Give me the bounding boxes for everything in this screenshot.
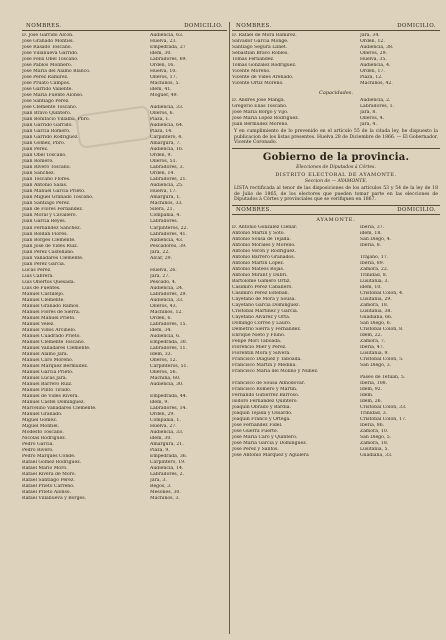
- elector-address: Olleros, 29.: [360, 51, 387, 57]
- elector-address: Empedrada, 30.: [150, 339, 188, 345]
- elector-name: Pedro García.: [22, 442, 54, 448]
- elector-address: Lusitania, 29.: [360, 296, 392, 302]
- elector-name: José Félix Obel Toscano.: [22, 57, 79, 63]
- elector-name: Juan Moral y Cavallero.: [22, 213, 77, 219]
- elector-name: Manuel Flores de Sierra.: [22, 309, 81, 315]
- elector-address: Huelva, 17.: [150, 189, 177, 195]
- elector-name: José María del Alamo Blanco.: [22, 69, 91, 75]
- elector-name: Salvador García Monge.: [232, 39, 289, 45]
- elector-address: Regos, 3.: [150, 484, 172, 490]
- elector-address: Labradores, 41.: [150, 231, 187, 237]
- elector-address: Amargura, 7.: [150, 141, 181, 147]
- elector-name: Luis de Fuentes.: [22, 285, 61, 291]
- left-elector-list: [22, 33, 227, 502]
- elector-name: Tomás Gonzalez Rodríguez.: [232, 63, 297, 69]
- elector-name: Juan Gomez, Pbro.: [22, 141, 66, 147]
- elector-name: Miguel Gómez.: [22, 418, 58, 423]
- elector-name: Cayetano de Mora y Sousa.: [232, 296, 296, 302]
- elector-name: Vicente Ortiz Moreno.: [232, 81, 284, 87]
- elector-name: José Santiago Pérez.: [22, 99, 70, 105]
- elector-name: José Clemente Toscano.: [22, 105, 78, 111]
- elector-name: D. Andrés José Manga.: [232, 98, 286, 104]
- elector-name: Juan Valladares Clemente.: [22, 255, 84, 261]
- elector-address: Lusitania, 38.: [360, 309, 392, 314]
- elector-address: Orden, 29.: [150, 411, 175, 417]
- elector-name: D. Antonio Gonzalez Cienar.: [232, 224, 298, 230]
- elector-address: Empedrada, 36.: [150, 454, 188, 460]
- elector-name: Juan Garrido Rodríguez.: [22, 135, 79, 141]
- elector-name: José Fernandez Fidel.: [232, 423, 283, 429]
- elector-name: Bartolomé Gamero Ortiz.: [232, 278, 291, 284]
- elector-address: Labradores, 29.: [150, 291, 187, 297]
- elector-name: Felipe Mori Taboada.: [232, 339, 282, 345]
- elector-address: Zamora, 18.: [360, 302, 389, 308]
- decree-paragraph: Y en cumplimiento de lo prevenido en el artículo 55 de la citada ley, he dispuesto la publicacion de los listas presentes. Huelva 28 de Diciembre de 1866. — El Gobernador, Vicente Coronado.: [234, 129, 438, 146]
- elector-address: Orden, 12.: [360, 39, 385, 45]
- elector-name: Sebastian Bravo Robles.: [232, 51, 289, 57]
- elector-address: San Diego, 5.: [360, 435, 392, 441]
- elector-name: Manuel Vidos Arcinelo.: [22, 327, 77, 333]
- elector-name: Juan José de Vides Ruiz.: [22, 243, 79, 249]
- elector-name: José Garrido Valiente.: [22, 87, 73, 93]
- elector-address: Audiencia, 38.: [360, 45, 394, 51]
- elector-name: Vicente Moreno.: [232, 69, 271, 75]
- elector-address: Compañía, 4.: [150, 213, 181, 219]
- elector-name: Cayetano Alvarez y Orta.: [232, 315, 291, 321]
- gazette-page: [22, 22, 440, 634]
- elector-name: Marcelino Valladares Clemente.: [22, 405, 97, 411]
- elector-name: Fernando Gutierrez Barroso.: [232, 393, 300, 399]
- elector-address: Labradores, 69.: [150, 57, 187, 63]
- elector-address: Olleros, 6.: [150, 111, 175, 117]
- elector-address: Empedrada, 27: [150, 45, 186, 51]
- elector-address: Guadiana, 66.: [360, 315, 393, 321]
- elector-name: Antonio Sousa de Tejada.: [232, 236, 291, 242]
- column-divider: [229, 22, 230, 634]
- elector-name: Juan Manuel García Prieto.: [22, 189, 86, 195]
- list-item: [232, 122, 440, 128]
- right-header-domicilio: DOMICILIO.: [397, 23, 436, 29]
- elector-name: Pedro Rivero.: [22, 448, 54, 454]
- capacidades-title: Capacidades.: [319, 90, 353, 97]
- elector-address: Audiencia, 16.: [150, 147, 184, 153]
- elector-name: Cristóbal Martínez y García.: [232, 309, 299, 314]
- elector-name: Juan Toscano Flores.: [22, 177, 71, 183]
- elector-address: Audiencia, 14.: [150, 466, 184, 472]
- elector-address: Audiencia, 6.: [150, 333, 181, 339]
- elector-address: Labradores, 2.: [150, 472, 184, 478]
- elector-name: José Pruato Campos.: [22, 81, 71, 87]
- elector-address: Orden, 16.: [150, 63, 175, 69]
- elector-name: José Pablos Molinero.: [22, 63, 73, 69]
- elector-name: Juan Bonifacio Villalba, Pbro.: [22, 117, 91, 123]
- elector-address: Iberia, 89.: [360, 260, 385, 266]
- elector-name: Manuel Castillejo.: [22, 291, 65, 297]
- elector-address: San Diego, 4.: [360, 236, 392, 242]
- elector-address: Plaza, 9.: [150, 448, 170, 454]
- elector-name: Manuel Caro Moreno.: [22, 357, 74, 363]
- elector-address: Plaza, 12.: [360, 75, 383, 81]
- elector-name: Miguel Montiel.: [22, 424, 60, 430]
- elector-name: Manuel Marquez Bermúdez.: [22, 363, 89, 369]
- elector-name: Luis Cabrera.: [22, 273, 54, 279]
- elector-name: José Perez Ramírez.: [22, 75, 69, 81]
- elector-address: Audiencia, 25.: [150, 183, 184, 189]
- elector-address: Orden, 14.: [150, 171, 175, 177]
- elector-name: Rafael Gómez Rodríguez.: [22, 460, 82, 466]
- elector-name: Rafael Rivera de Moro.: [22, 472, 76, 478]
- elector-name: Antonio Martin López.: [232, 260, 285, 266]
- left-header: [22, 22, 227, 31]
- elector-name: Juan García Reyes.: [22, 219, 67, 225]
- elector-name: Antonio Barrero Granados.: [232, 254, 296, 260]
- elector-name: Francisco María del Molino y Nuñez.: [232, 369, 319, 375]
- elector-name: Manuel Clemente Toscano.: [22, 339, 86, 345]
- capacidades-list: [232, 98, 440, 128]
- district-title: DISTRITO ELECTORAL DE AYAMONTE.: [275, 172, 397, 178]
- elector-address: Iberia, 8.: [360, 242, 382, 248]
- right-column: [232, 22, 440, 459]
- elector-address: Trajano, 17.: [360, 254, 389, 260]
- ayamonte-elector-list: [232, 225, 440, 460]
- elector-address: idem, 18.: [360, 230, 382, 236]
- elector-address: Amargura, 1.: [150, 195, 181, 201]
- elector-name: Juan Borges Clemente.: [22, 237, 76, 243]
- elector-name: Francisco de Sousa Almodovar.: [232, 381, 305, 387]
- elector-name: Enrique Nieto y Fluño.: [232, 333, 286, 339]
- elector-address: Silera, 21.: [150, 207, 174, 213]
- elector-address: Olleros, 56.: [150, 369, 177, 375]
- elector-name: Antonio Martin y Soto.: [232, 230, 285, 236]
- elector-name: José Granado Montiel.: [22, 39, 75, 45]
- elector-address: Trinidad, 3.: [360, 411, 388, 417]
- elector-address: idem, 41.: [150, 87, 172, 93]
- elector-name: Isidoro Fernandez Quintero.: [232, 399, 298, 405]
- elector-address: Audiencia, 64.: [150, 123, 184, 129]
- elector-address: Idem, 22.: [360, 333, 383, 339]
- elector-address: Orden, 6.: [150, 315, 172, 321]
- elector-address: Jara, 34.: [360, 33, 380, 38]
- elector-name: Pedro Marqués Conde.: [22, 454, 76, 460]
- elector-address: Moguer, 49.: [150, 93, 179, 99]
- elector-name: Cayetano García Domínguez.: [232, 302, 300, 308]
- elector-name: Manuel Granado Ramos.: [22, 303, 80, 309]
- elector-name: Manuel García Prieto.: [22, 369, 74, 375]
- elector-address: Amargura, 21.: [150, 442, 184, 448]
- elector-address: idem, 10.: [360, 284, 382, 290]
- elector-name: Joaquín Franco y Ortega.: [232, 417, 291, 423]
- elector-address: Audiencia, 2.: [360, 98, 391, 104]
- elector-address: Labradores, 1.: [360, 104, 394, 110]
- elector-address: Zamora, 7.: [360, 339, 386, 345]
- elector-address: Audiencia, 30.: [150, 381, 184, 387]
- section-subtitle: Seccion de — AYAMONTE.: [304, 179, 368, 184]
- elector-name: Juan Garrido Garrido.: [22, 123, 73, 129]
- elector-name: Juan Fernández Sánchez.: [22, 225, 81, 231]
- right-elector-list: [232, 33, 440, 87]
- elector-name: Juan Miguel Granado Toscano.: [22, 195, 94, 201]
- elector-name: Antonio Matéos Rojas.: [232, 266, 285, 272]
- elector-address: Machinos, 12.: [150, 309, 183, 315]
- elector-address: Huelva, 26.: [150, 267, 177, 273]
- elector-name: Juan Obel Toscano.: [22, 153, 67, 159]
- elector-name: José Guerra Fuerte.: [232, 429, 279, 435]
- elector-address: Zamora, 22.: [360, 266, 389, 272]
- elector-address: Huelva, 10.: [150, 69, 177, 75]
- elector-address: Jara, 8.: [360, 110, 377, 116]
- elector-name: Manuel Clemente.: [22, 297, 65, 303]
- elector-name: Manuel de Vides Rivera.: [22, 393, 79, 399]
- elector-address: Labradores.: [150, 219, 179, 225]
- elector-address: Mesones, 30.: [150, 490, 181, 496]
- elector-name: José Rasado Toscano.: [22, 45, 72, 51]
- elector-address: Machina, 60.: [150, 375, 181, 381]
- elector-address: Olleros, 17.: [150, 75, 177, 81]
- elector-name: Antonio Morales y Moreno.: [232, 242, 296, 248]
- lista-header-domicilio: DOMICILIO.: [397, 206, 436, 213]
- list-item: [22, 496, 227, 502]
- elector-address: Pescado, 4.: [150, 279, 177, 285]
- elector-name: Juan Romero.: [22, 159, 54, 165]
- elector-name: Gregorio Elias Toscano.: [232, 104, 288, 110]
- elector-name: Francisco Martín y Medina.: [232, 363, 297, 369]
- elector-name: Juan Perez.: [22, 147, 49, 153]
- elector-address: Olleros, 4.: [360, 116, 385, 122]
- elector-name: Manuel Lucas Jara.: [22, 375, 68, 381]
- elector-address: Iberia, 47.: [360, 345, 385, 351]
- lista-paragraph: LISTA rectificada al tenor de las disposiciones de los artículos 53 y 54 de la ley de 18 de Julio de 1865, de los electores que pueden tomar parte en las elecciones de Diputados á Córtes y provinciales que se verifiquen en 1867.: [234, 186, 438, 203]
- elector-address: Huelva, 27.: [150, 424, 177, 430]
- elector-address: Machinos, 33.: [150, 201, 183, 207]
- elector-address: idem, 30.: [150, 436, 172, 442]
- elector-address: Carpinteros, 51.: [150, 363, 188, 369]
- elector-name: Manuel Cuadrado Prieto.: [22, 333, 81, 339]
- elector-name: Domingo Correo y Lauro.: [232, 321, 292, 327]
- elector-address: Audiencia, 33.: [150, 105, 184, 111]
- list-item: [232, 81, 440, 87]
- lista-header: [232, 205, 440, 215]
- town-name: AYAMONTE.: [316, 216, 356, 223]
- elector-name: Manuel Vélez.: [22, 321, 55, 327]
- elector-address: Carpinteros, 22.: [150, 225, 188, 231]
- elector-address: Idem, 92.: [360, 387, 383, 393]
- elector-address: Huelva, 23.: [150, 39, 177, 45]
- elector-address: San Diego, 3.: [360, 363, 392, 369]
- elector-address: Lusitania, 9.: [360, 351, 389, 357]
- elector-name: Francisco Romero y Martín.: [232, 387, 298, 393]
- elector-address: Cristobal Colon, 8.: [360, 327, 404, 333]
- elector-address: Audiencia, 33.: [150, 430, 184, 436]
- elector-name: Casimiro Perez Esteban.: [232, 290, 290, 296]
- elector-name: Rafael Villanueva y Borges.: [22, 496, 87, 502]
- elector-address: Jara, 27.: [150, 273, 170, 279]
- elector-address: Pescadores, 39.: [150, 243, 187, 249]
- elector-name: Demetrio Sierra y Fernandez.: [232, 327, 302, 333]
- elector-address: Cristobal Colon, 17.: [360, 417, 407, 423]
- elector-name: Juan Roldan Flores.: [22, 231, 68, 237]
- elector-name: Joaquín Obrado y Bardia.: [232, 405, 291, 411]
- divider: [232, 148, 440, 149]
- elector-name: D. José Garrido Alcon.: [22, 33, 74, 38]
- elector-address: Audiencia, 63.: [150, 33, 184, 38]
- elector-address: Iberia, 108.: [360, 381, 388, 387]
- elector-address: Carpintero, 19.: [150, 460, 186, 466]
- elections-subtitle: Elecciones de Diputados á Córtes.: [296, 165, 376, 170]
- elector-name: Manuel Valladares Clemente.: [22, 345, 91, 351]
- elector-address: Cristobal Colon, 4.: [360, 290, 404, 296]
- elector-address: Plaza, 1.: [150, 117, 170, 123]
- elector-name: José María García y Domínguez.: [232, 441, 308, 447]
- elector-name: José Villanueva Garrido.: [22, 51, 79, 57]
- elector-address: Audiencia, 4.: [360, 63, 391, 69]
- elector-address: Lusitania, 5.: [360, 447, 389, 453]
- elector-address: Idem, 33.: [150, 351, 173, 357]
- elector-name: Juan Bravo Quintero.: [22, 111, 72, 117]
- elector-name: Rafael Prieto Alonso.: [22, 490, 71, 496]
- elector-address: Jara, 3.: [150, 478, 167, 484]
- elector-name: Juan Bermúdez Moreno.: [232, 122, 289, 128]
- elector-address: Alcar, 29.: [150, 255, 173, 261]
- elector-address: San Diego, 6.: [360, 321, 392, 327]
- right-header: [232, 22, 440, 31]
- lista-header-nombres: NOMBRES.: [236, 206, 272, 213]
- elector-name: José María Lopez Rodríguez.: [232, 116, 300, 122]
- left-header-domicilio: DOMICILIO.: [184, 23, 223, 29]
- elector-name: Manuel Alamo Jara.: [22, 351, 69, 357]
- elector-address: idem, 9.: [150, 399, 169, 405]
- elector-address: Olleros, 43.: [150, 303, 177, 309]
- elector-address: Audiencia, 24.: [150, 285, 184, 291]
- elector-name: Juan Rivero Toscano.: [22, 165, 71, 171]
- elector-address: Orden, 17.: [360, 69, 385, 75]
- elector-address: Paseo de Tetuan, 5.: [360, 375, 406, 381]
- elector-name: José María Borgo y Vijo.: [232, 110, 289, 116]
- elector-name: Casimiro Perez Caballero.: [232, 284, 293, 290]
- elector-address: idem, 30.: [150, 51, 172, 57]
- elector-address: Audiencia, 33.: [150, 297, 184, 303]
- elector-name: Tomás Fernández.: [232, 57, 275, 63]
- list-item: [232, 453, 440, 459]
- section-heading: Gobierno de la provincia.: [262, 152, 410, 163]
- elector-name: Lucas Pérez.: [22, 267, 52, 273]
- elector-name: Nicolas Rodriguez.: [22, 436, 67, 442]
- elector-address: Idem.: [360, 393, 374, 399]
- elector-address: Guadiana, 33.: [360, 453, 393, 459]
- elector-name: Manuel Pinto Tirado.: [22, 387, 72, 393]
- elector-name: José Antonio Marquez y Aguilera: [232, 453, 309, 459]
- elector-address: Jara, 4.: [360, 122, 377, 128]
- elector-address: Empedrada, 44.: [150, 393, 188, 399]
- elector-name: Juan Perez García.: [22, 261, 66, 267]
- elector-address: Machinos, 42.: [360, 81, 393, 87]
- elector-address: Carpintero, 4.: [150, 135, 183, 141]
- elector-name: José María Caro y Quintero.: [232, 435, 298, 441]
- elector-address: Trinidad, 8.: [360, 272, 388, 278]
- elector-address: Olleros, 12.: [150, 357, 177, 363]
- elector-address: Zamora, 10.: [360, 429, 389, 435]
- elector-name: Juan de Flores Fernández.: [22, 207, 84, 213]
- elector-address: Plaza, 14.: [150, 129, 173, 135]
- elector-name: Manuel Granado.: [22, 411, 63, 417]
- elector-address: Orden, 9.: [150, 153, 172, 159]
- elector-address: Zamora, 18.: [360, 441, 389, 447]
- elector-address: Olleros, 51.: [150, 159, 177, 165]
- elector-name: José María Fuente Alonso.: [22, 93, 84, 99]
- elector-name: Antonio Verón y Rodríguez.: [232, 248, 296, 254]
- elector-address: Jara, 22.: [150, 249, 170, 255]
- elector-address: Cristobal Colon, 5.: [360, 357, 404, 363]
- elector-name: José Perez y Santos.: [232, 447, 279, 453]
- elector-name: Juan García Romero.: [22, 129, 71, 135]
- elector-name: Santiago Segura Llinet.: [232, 45, 288, 51]
- elector-address: Labradores, 15.: [150, 321, 187, 327]
- elector-address: Labradores, 11.: [150, 345, 187, 351]
- elector-name: Rafael Santiago Perez.: [22, 478, 75, 484]
- elector-address: Huelva, 35.: [360, 57, 387, 63]
- elector-address: Iberia, 86.: [360, 423, 385, 429]
- elector-address: Idem, 26.: [360, 399, 383, 405]
- elector-name: Joaquín Tejada y Ossardo.: [232, 411, 293, 417]
- elector-name: Juan Santiago Perez.: [22, 201, 71, 207]
- elector-address: Machinos, 3.: [150, 496, 180, 502]
- elector-name: Modesto Toscano.: [22, 430, 64, 436]
- elector-address: Labradores, 3.: [150, 165, 184, 171]
- elector-name: Juan Perez Castellano.: [22, 249, 75, 255]
- elector-name: Florencio Mier y Perez.: [232, 345, 287, 351]
- elector-address: Cristobal Colon, 33.: [360, 405, 407, 411]
- right-header-nombres: NOMBRES.: [236, 23, 272, 29]
- elector-name: Vicente de Vides Arenado.: [232, 75, 294, 81]
- elector-name: Rafael Mario Moro.: [22, 466, 68, 472]
- elector-address: Machinos, 5.: [150, 81, 180, 87]
- elector-name: Francisco Diaguez y Taboada.: [232, 357, 302, 363]
- elector-address: Audiencia, 43.: [150, 237, 184, 243]
- elector-name: Luis Obertos Quesada.: [22, 279, 76, 285]
- elector-address: Labradores, 21.: [150, 177, 187, 183]
- elector-name: Antonio Mirant y Dubrí.: [232, 272, 288, 278]
- elector-name: Manuel Castel Domínguez.: [22, 399, 85, 405]
- elector-name: Juan Antonio Salas.: [22, 183, 68, 189]
- elector-name: D. Rafael de Mora Ramírez.: [232, 33, 297, 38]
- elector-name: Manuel Barrero Ruiz.: [22, 381, 73, 387]
- elector-address: Iberia, 37.: [360, 224, 385, 230]
- elector-address: Compañía, 1.: [150, 418, 181, 423]
- elector-address: idem, 34.: [150, 327, 172, 333]
- elector-name: Rafael Prieto Carreño.: [22, 484, 75, 490]
- left-column: [22, 22, 227, 502]
- elector-name: Juan Sánchez.: [22, 171, 55, 177]
- elector-address: Lusitania, 3.: [360, 278, 389, 284]
- elector-address: Labradores, 14.: [150, 405, 187, 411]
- left-header-nombres: NOMBRES.: [26, 23, 62, 29]
- elector-name: Florentín Mora y Silvera.: [232, 351, 291, 357]
- elector-name: Manuel Manuel Prieto.: [22, 315, 76, 321]
